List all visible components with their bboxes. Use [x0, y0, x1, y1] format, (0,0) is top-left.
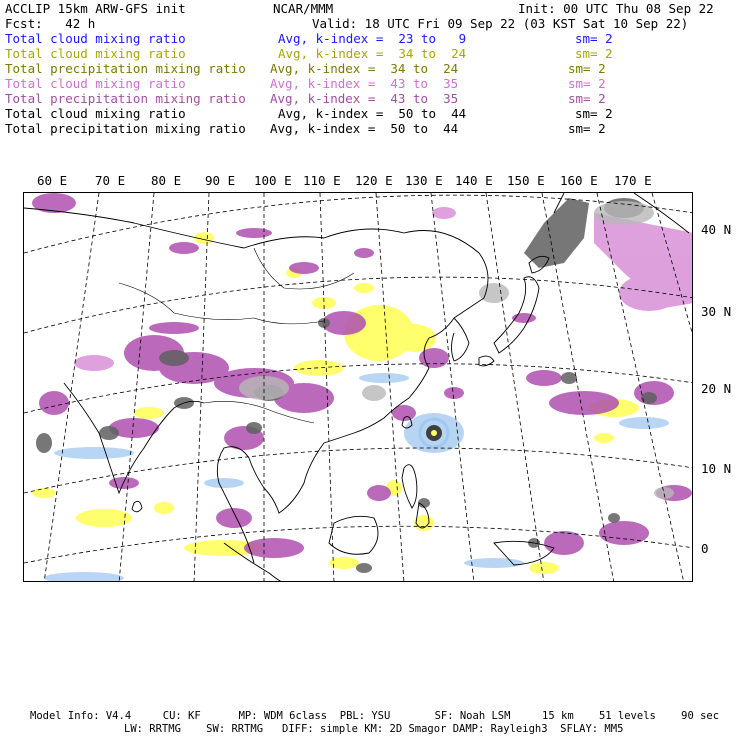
longitude-label: 60 E	[37, 173, 68, 188]
legend-field-name: Total cloud mixing ratio	[5, 46, 186, 61]
legend-smoothing: sm= 2	[568, 121, 606, 136]
forecast-map	[23, 192, 693, 582]
cloud-fields	[32, 193, 693, 582]
legend-smoothing: sm= 2	[575, 31, 613, 46]
longitude-label: 170 E	[614, 173, 652, 188]
legend-avg-range: Avg, k-index = 34 to 24	[270, 61, 459, 76]
legend-avg-range: Avg, k-index = 50 to 44	[278, 106, 467, 121]
cloud-field-purple	[32, 193, 692, 558]
legend-smoothing: sm= 2	[575, 46, 613, 61]
legend-smoothing: sm= 2	[568, 61, 606, 76]
latitude-label: 10 N	[701, 461, 732, 476]
legend-field-name: Total precipitation mixing ratio	[5, 121, 246, 136]
model-info-line2: LW: RRTMG SW: RRTMG DIFF: simple KM: 2D Smagor DAMP: Rayleigh3 SFLAY: MM5	[124, 723, 624, 735]
longitude-label: 90 E	[205, 173, 236, 188]
legend-avg-range: Avg, k-index = 50 to 44	[270, 121, 459, 136]
longitude-label: 140 E	[455, 173, 493, 188]
model-title: ACCLIP 15km ARW-GFS init	[5, 1, 186, 16]
latitude-label: 40 N	[701, 222, 732, 237]
latitude-label: 0	[701, 541, 709, 556]
legend-avg-range: Avg, k-index = 23 to 9	[278, 31, 467, 46]
longitude-label: 110 E	[303, 173, 341, 188]
longitude-label: 100 E	[254, 173, 292, 188]
longitude-label: 80 E	[151, 173, 182, 188]
longitude-label: 120 E	[355, 173, 393, 188]
longitude-label: 130 E	[405, 173, 443, 188]
legend-avg-range: Avg, k-index = 43 to 35	[270, 76, 459, 91]
longitude-label: 70 E	[95, 173, 126, 188]
latitude-label: 30 N	[701, 304, 732, 319]
legend-smoothing: sm= 2	[575, 106, 613, 121]
map-canvas	[24, 193, 693, 582]
legend-field-name: Total cloud mixing ratio	[5, 76, 186, 91]
init-time: Init: 00 UTC Thu 08 Sep 22	[518, 1, 714, 16]
latitude-label: 20 N	[701, 381, 732, 396]
legend-field-name: Total cloud mixing ratio	[5, 106, 186, 121]
legend-avg-range: Avg, k-index = 43 to 35	[270, 91, 459, 106]
legend-smoothing: sm= 2	[568, 91, 606, 106]
legend-field-name: Total cloud mixing ratio	[5, 31, 186, 46]
legend-field-name: Total precipitation mixing ratio	[5, 61, 246, 76]
longitude-label: 160 E	[560, 173, 598, 188]
organization-label: NCAR/MMM	[273, 1, 334, 16]
legend-field-name: Total precipitation mixing ratio	[5, 91, 246, 106]
model-info-line1: Model Info: V4.4 CU: KF MP: WDM 6class PBL: YSU SF: Noah LSM 15 km 51 levels 90 sec	[30, 710, 720, 722]
forecast-hour: Fcst: 42 h	[5, 16, 96, 31]
valid-time: Valid: 18 UTC Fri 09 Sep 22 (03 KST Sat 10 Sep 22)	[312, 16, 689, 31]
legend-smoothing: sm= 2	[568, 76, 606, 91]
longitude-label: 150 E	[507, 173, 545, 188]
legend-avg-range: Avg, k-index = 34 to 24	[278, 46, 467, 61]
